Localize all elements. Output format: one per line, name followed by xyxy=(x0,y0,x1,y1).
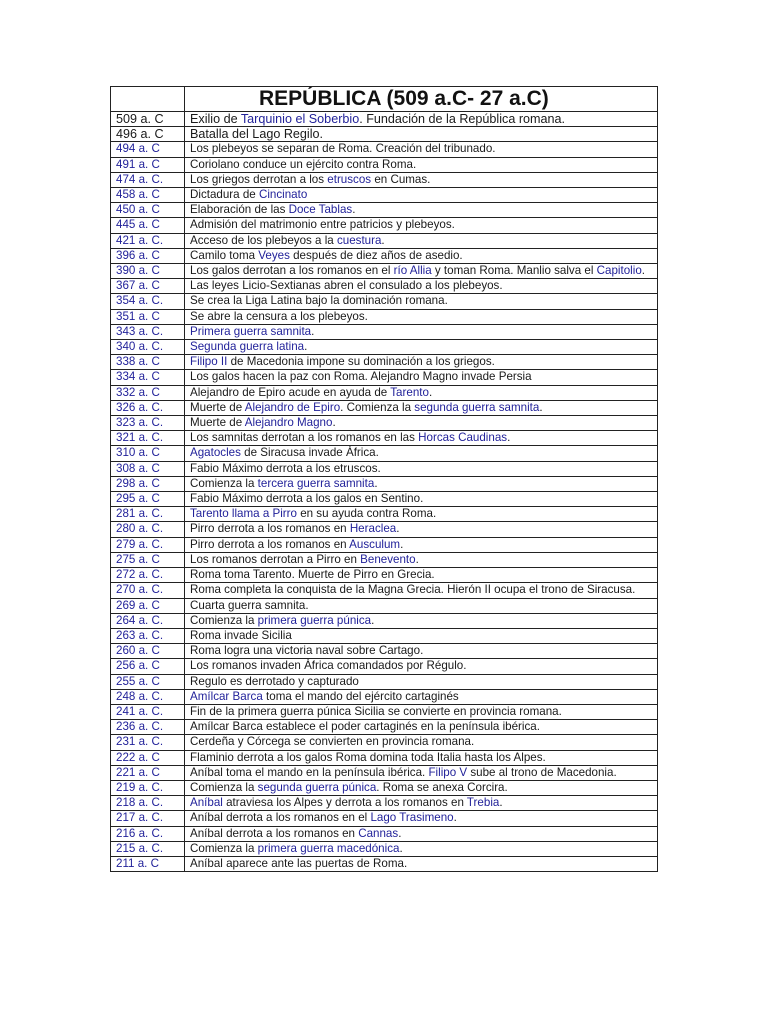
event-text: Los galos hacen la paz con Roma. Alejandro Magno invade Persia xyxy=(190,370,532,384)
event-text: . xyxy=(399,841,403,855)
event-cell xyxy=(185,446,658,461)
timeline-row xyxy=(111,279,658,294)
event-text: Fin de la primera guerra púnica Sicilia se convierte en provincia romana. xyxy=(190,704,562,718)
event-cell xyxy=(185,248,658,263)
event-text: Se crea la Liga Latina bajo la dominación romana. xyxy=(190,294,448,308)
event-text: . xyxy=(332,416,336,430)
timeline-row xyxy=(111,780,658,795)
year-cell[interactable]: 248 a. C. xyxy=(111,689,185,704)
event-text: . xyxy=(415,552,419,566)
event-link[interactable]: Tarento llama a Pirro xyxy=(190,507,297,521)
event-cell xyxy=(185,279,658,294)
event-cell xyxy=(185,659,658,674)
event-cell xyxy=(185,461,658,476)
event-cell xyxy=(185,598,658,613)
event-text: Comienza la xyxy=(190,780,258,794)
event-cell xyxy=(185,811,658,826)
event-text: Cuarta guerra samnita. xyxy=(190,598,309,612)
event-link[interactable]: etruscos xyxy=(327,172,372,186)
year-cell[interactable]: 270 a. C. xyxy=(111,583,185,598)
year-cell[interactable]: 334 a. C xyxy=(111,370,185,385)
event-link[interactable]: Agatocles xyxy=(190,446,241,460)
event-cell xyxy=(185,689,658,704)
year-cell[interactable]: 445 a. C xyxy=(111,218,185,233)
event-link[interactable]: Filipo V xyxy=(428,765,468,779)
event-text: . xyxy=(371,613,375,627)
timeline-row xyxy=(111,856,658,871)
year-cell: 509 a. C xyxy=(111,112,185,127)
event-cell xyxy=(185,704,658,719)
year-cell[interactable]: 298 a. C xyxy=(111,476,185,491)
event-link[interactable]: cuestura xyxy=(336,233,382,247)
event-cell xyxy=(185,218,658,233)
event-cell xyxy=(185,507,658,522)
event-text: Admisión del matrimonio entre patricios y plebeyos. xyxy=(190,218,455,232)
event-text: Los plebeyos se separan de Roma. Creación del tribunado. xyxy=(190,142,496,156)
event-cell xyxy=(185,780,658,795)
event-link[interactable]: Primera guerra samnita xyxy=(190,324,312,338)
event-text: Las leyes Licio-Sextianas abren el consulado a los plebeyos. xyxy=(190,279,503,293)
event-link[interactable]: Trebia xyxy=(466,796,500,810)
event-cell xyxy=(185,841,658,856)
event-text: Fabio Máximo derrota a los etruscos. xyxy=(190,461,381,475)
event-text: . xyxy=(507,431,511,445)
event-link[interactable]: Veyes xyxy=(258,248,290,262)
event-cell xyxy=(185,385,658,400)
event-link[interactable]: Tarquinio el Soberbio xyxy=(240,112,360,126)
event-cell xyxy=(185,112,658,127)
year-cell[interactable]: 474 a. C. xyxy=(111,172,185,187)
event-text: y toman Roma. Manlio salva el xyxy=(431,264,597,278)
event-text: . xyxy=(499,796,503,810)
event-cell xyxy=(185,233,658,248)
year-cell[interactable]: 236 a. C. xyxy=(111,720,185,735)
event-text: Los romanos invaden África comandados por Régulo. xyxy=(190,659,467,673)
timeline-row xyxy=(111,157,658,172)
timeline-row xyxy=(111,659,658,674)
event-cell xyxy=(185,613,658,628)
timeline-row xyxy=(111,461,658,476)
title-row xyxy=(111,87,658,112)
year-cell[interactable]: 269 a. C xyxy=(111,598,185,613)
event-text: Fabio Máximo derrota a los galos en Sentino. xyxy=(190,492,424,506)
event-text: en Cumas. xyxy=(371,172,431,186)
timeline-row xyxy=(111,309,658,324)
event-text: Roma logra una victoria naval sobre Cartago. xyxy=(190,644,424,658)
event-text: Se abre la censura a los plebeyos. xyxy=(190,309,368,323)
event-text: Batalla del Lago Regilo. xyxy=(190,127,324,142)
event-text: en su ayuda contra Roma. xyxy=(296,507,437,521)
title-blank-cell xyxy=(111,87,185,112)
timeline-row xyxy=(111,294,658,309)
timeline-row xyxy=(111,568,658,583)
timeline-row xyxy=(111,598,658,613)
year-cell[interactable]: 221 a. C xyxy=(111,765,185,780)
event-cell xyxy=(185,856,658,871)
year-cell[interactable]: 367 a. C xyxy=(111,279,185,294)
event-text: Aníbal toma el mando en la península ibérica. xyxy=(190,765,429,779)
event-cell xyxy=(185,735,658,750)
year-cell[interactable]: 310 a. C xyxy=(111,446,185,461)
year-cell[interactable]: 491 a. C xyxy=(111,157,185,172)
timeline-row xyxy=(111,796,658,811)
event-text: Pirro derrota a los romanos en xyxy=(190,522,350,536)
event-text: Roma toma Tarento. Muerte de Pirro en Grecia. xyxy=(190,568,435,582)
event-link[interactable]: primera guerra macedónica xyxy=(257,841,400,855)
timeline-row xyxy=(111,826,658,841)
event-cell xyxy=(185,796,658,811)
timeline-row xyxy=(111,613,658,628)
timeline-row xyxy=(111,355,658,370)
year-cell[interactable]: 279 a. C. xyxy=(111,537,185,552)
event-cell xyxy=(185,309,658,324)
event-link[interactable]: Filipo II xyxy=(190,355,228,369)
event-text: Alejandro de Epiro acude en ayuda de xyxy=(190,385,391,399)
republic-timeline-table xyxy=(110,86,658,872)
event-text: . xyxy=(352,203,356,217)
timeline-row xyxy=(111,628,658,643)
event-cell xyxy=(185,172,658,187)
event-cell xyxy=(185,416,658,431)
timeline-row xyxy=(111,218,658,233)
timeline-row xyxy=(111,324,658,339)
event-text: Cerdeña y Córcega se convierten en provincia romana. xyxy=(190,735,475,749)
event-text: . xyxy=(381,233,385,247)
event-cell xyxy=(185,324,658,339)
year-cell[interactable]: 264 a. C. xyxy=(111,613,185,628)
event-cell xyxy=(185,188,658,203)
event-text: Flaminio derrota a los galos Roma domina toda Italia hasta los Alpes. xyxy=(190,750,546,764)
timeline-row xyxy=(111,112,658,127)
event-cell xyxy=(185,492,658,507)
year-cell[interactable]: 241 a. C. xyxy=(111,704,185,719)
timeline-row xyxy=(111,127,658,142)
year-cell[interactable]: 343 a. C. xyxy=(111,324,185,339)
event-text: Roma completa la conquista de la Magna Grecia. Hierón II ocupa el trono de Siracusa. xyxy=(190,583,636,597)
year-cell[interactable]: 256 a. C xyxy=(111,659,185,674)
event-cell xyxy=(185,355,658,370)
event-cell xyxy=(185,568,658,583)
event-text: Los samnitas derrotan a los romanos en las xyxy=(190,431,419,445)
event-link[interactable]: Heraclea xyxy=(349,522,397,536)
year-cell[interactable]: 260 a. C xyxy=(111,644,185,659)
event-text: . xyxy=(641,264,646,278)
year-cell[interactable]: 338 a. C xyxy=(111,355,185,370)
event-link[interactable]: Capitolio xyxy=(596,264,642,278)
event-link[interactable]: Amílcar Barca xyxy=(190,689,263,703)
event-cell xyxy=(185,203,658,218)
event-cell xyxy=(185,431,658,446)
event-cell xyxy=(185,127,658,142)
event-text: . xyxy=(539,400,543,414)
event-cell xyxy=(185,400,658,415)
timeline-row xyxy=(111,446,658,461)
year-cell[interactable]: 354 a. C. xyxy=(111,294,185,309)
event-cell xyxy=(185,264,658,279)
event-text: Aníbal derrota a los romanos en xyxy=(190,826,359,840)
event-link[interactable]: primera guerra púnica xyxy=(257,613,372,627)
event-text: . xyxy=(304,340,308,354)
event-text: Dictadura de xyxy=(190,188,259,202)
year-cell[interactable]: 217 a. C. xyxy=(111,811,185,826)
event-cell xyxy=(185,294,658,309)
year-cell[interactable]: 218 a. C. xyxy=(111,796,185,811)
event-cell xyxy=(185,476,658,491)
event-text: Los galos derrotan a los romanos en el xyxy=(190,264,394,278)
timeline-row xyxy=(111,340,658,355)
event-text: Aníbal aparece ante las puertas de Roma. xyxy=(190,856,408,870)
timeline-row xyxy=(111,704,658,719)
timeline-row xyxy=(111,385,658,400)
event-text: Comienza la xyxy=(190,841,258,855)
event-link[interactable]: Lago Trasimeno xyxy=(370,811,454,825)
timeline-row xyxy=(111,583,658,598)
year-cell[interactable]: 340 a. C. xyxy=(111,340,185,355)
event-text: Regulo es derrotado y capturado xyxy=(190,674,359,688)
event-text: de Siracusa invade África. xyxy=(240,446,379,460)
year-cell[interactable]: 450 a. C xyxy=(111,203,185,218)
event-cell xyxy=(185,720,658,735)
year-cell[interactable]: 351 a. C xyxy=(111,309,185,324)
event-cell xyxy=(185,674,658,689)
timeline-row xyxy=(111,476,658,491)
event-text: Aníbal derrota a los romanos en el xyxy=(190,811,371,825)
event-text: . Comienza la xyxy=(340,400,415,414)
event-text: . xyxy=(398,826,402,840)
year-cell[interactable]: 272 a. C. xyxy=(111,568,185,583)
timeline-row xyxy=(111,841,658,856)
timeline-row xyxy=(111,644,658,659)
event-text: atraviesa los Alpes y derrota a los romanos en xyxy=(222,796,467,810)
timeline-row xyxy=(111,188,658,203)
event-cell xyxy=(185,628,658,643)
year-cell[interactable]: 281 a. C. xyxy=(111,507,185,522)
event-text: sube al trono de Macedonia. xyxy=(467,765,617,779)
timeline-row xyxy=(111,765,658,780)
event-text: . xyxy=(428,385,433,399)
timeline-row xyxy=(111,203,658,218)
year-cell[interactable]: 215 a. C. xyxy=(111,841,185,856)
event-link[interactable]: Cannas xyxy=(358,826,399,840)
event-text: Los romanos derrotan a Pirro en xyxy=(190,552,361,566)
year-cell[interactable]: 323 a. C. xyxy=(111,416,185,431)
year-cell[interactable]: 211 a. C xyxy=(111,856,185,871)
event-text: . Fundación de la República romana. xyxy=(359,112,566,126)
year-cell: 496 a. C xyxy=(111,127,185,142)
year-cell[interactable]: 219 a. C. xyxy=(111,780,185,795)
timeline-row xyxy=(111,811,658,826)
event-link[interactable]: Alejandro Magno xyxy=(244,416,333,430)
timeline-row xyxy=(111,537,658,552)
timeline-body xyxy=(111,87,658,872)
year-cell[interactable]: 263 a. C. xyxy=(111,628,185,643)
event-link[interactable]: tercera guerra samnita xyxy=(257,476,375,490)
event-text: . xyxy=(311,324,315,338)
event-link[interactable]: Ausculum xyxy=(349,537,401,551)
year-cell[interactable]: 255 a. C xyxy=(111,674,185,689)
event-text: Camilo toma xyxy=(190,248,259,262)
year-cell[interactable]: 421 a. C. xyxy=(111,233,185,248)
event-text: Muerte de xyxy=(190,400,245,414)
timeline-row xyxy=(111,248,658,263)
event-text: . xyxy=(374,476,378,490)
year-cell[interactable]: 308 a. C xyxy=(111,461,185,476)
event-text: Acceso de los plebeyos a la xyxy=(190,233,337,247)
page-title: REPÚBLICA (509 a.C- 27 a.C) xyxy=(185,87,658,112)
timeline-row xyxy=(111,507,658,522)
event-text: Roma invade Sicilia xyxy=(190,628,292,642)
timeline-row xyxy=(111,552,658,567)
year-cell[interactable]: 280 a. C. xyxy=(111,522,185,537)
event-link[interactable]: Benevento xyxy=(360,552,416,566)
event-text: Muerte de xyxy=(190,416,245,430)
event-text: Comienza la xyxy=(190,476,258,490)
timeline-row xyxy=(111,172,658,187)
event-link[interactable]: río Allia xyxy=(393,264,432,278)
year-cell[interactable]: 332 a. C xyxy=(111,385,185,400)
timeline-row xyxy=(111,689,658,704)
event-link[interactable]: Alejandro de Epiro xyxy=(244,400,341,414)
event-text: Los griegos derrotan a los xyxy=(190,172,328,186)
year-cell[interactable]: 295 a. C xyxy=(111,492,185,507)
timeline-row xyxy=(111,142,658,157)
year-cell[interactable]: 390 a. C xyxy=(111,264,185,279)
event-link[interactable]: Tarento xyxy=(390,385,429,399)
timeline-row xyxy=(111,400,658,415)
event-cell xyxy=(185,583,658,598)
timeline-row xyxy=(111,492,658,507)
event-link[interactable]: Cincinato xyxy=(258,188,308,202)
event-link[interactable]: Aníbal xyxy=(190,796,223,810)
event-text: después de diez años de asedio. xyxy=(289,248,463,262)
event-link[interactable]: segunda guerra púnica xyxy=(257,780,377,794)
timeline-row xyxy=(111,750,658,765)
event-text: Amílcar Barca establece el poder cartaginés en la península ibérica. xyxy=(190,720,540,734)
event-text: Pirro derrota a los romanos en xyxy=(190,537,350,551)
event-link[interactable]: Segunda guerra latina xyxy=(190,340,305,354)
event-text: Elaboración de las xyxy=(190,203,289,217)
event-text: Coriolano conduce un ejército contra Roma. xyxy=(190,157,417,171)
timeline-row xyxy=(111,720,658,735)
event-text: . xyxy=(400,537,404,551)
event-cell xyxy=(185,750,658,765)
timeline-row xyxy=(111,674,658,689)
event-cell xyxy=(185,552,658,567)
year-cell[interactable]: 222 a. C xyxy=(111,750,185,765)
event-text: Exilio de xyxy=(190,112,241,126)
year-cell[interactable]: 494 a. C xyxy=(111,142,185,157)
year-cell[interactable]: 458 a. C xyxy=(111,188,185,203)
event-cell xyxy=(185,826,658,841)
event-text: . xyxy=(453,811,457,825)
event-cell xyxy=(185,765,658,780)
event-cell xyxy=(185,142,658,157)
event-text: Comienza la xyxy=(190,613,258,627)
year-cell[interactable]: 275 a. C xyxy=(111,552,185,567)
event-text: . xyxy=(396,522,400,536)
event-cell xyxy=(185,537,658,552)
timeline-row xyxy=(111,416,658,431)
year-cell[interactable]: 216 a. C. xyxy=(111,826,185,841)
event-text: toma el mando del ejército cartaginés xyxy=(262,689,459,703)
timeline-row xyxy=(111,264,658,279)
year-cell[interactable]: 396 a. C xyxy=(111,248,185,263)
event-cell xyxy=(185,370,658,385)
year-cell[interactable]: 326 a. C. xyxy=(111,400,185,415)
event-link[interactable]: Doce Tablas xyxy=(288,203,353,217)
timeline-row xyxy=(111,370,658,385)
year-cell[interactable]: 231 a. C. xyxy=(111,735,185,750)
timeline-row xyxy=(111,522,658,537)
event-link[interactable]: segunda guerra samnita xyxy=(414,400,540,414)
event-text: de Macedonia impone su dominación a los griegos. xyxy=(227,355,495,369)
timeline-row xyxy=(111,735,658,750)
year-cell[interactable]: 321 a. C. xyxy=(111,431,185,446)
event-cell xyxy=(185,157,658,172)
timeline-row xyxy=(111,233,658,248)
event-cell xyxy=(185,522,658,537)
timeline-row xyxy=(111,431,658,446)
event-cell xyxy=(185,644,658,659)
event-text: . Roma se anexa Corcira. xyxy=(376,780,508,794)
event-link[interactable]: Horcas Caudinas xyxy=(418,431,508,445)
event-cell xyxy=(185,340,658,355)
